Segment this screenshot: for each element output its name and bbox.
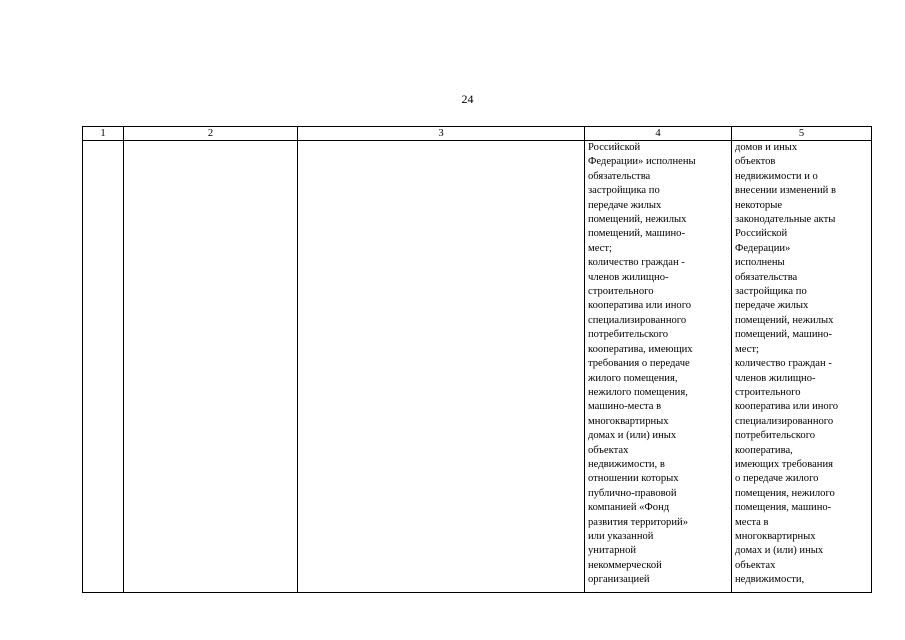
cell-text-line: некоммерческой bbox=[588, 559, 662, 571]
cell-text-line: застройщика по bbox=[588, 185, 660, 197]
cell-text-line: Российской bbox=[588, 142, 641, 153]
cell-text-line: места в bbox=[735, 516, 769, 528]
column-header-3: 3 bbox=[298, 127, 585, 141]
cell-text-line: застройщика по bbox=[735, 286, 807, 298]
cell-text-line: помещений, нежилых bbox=[588, 214, 687, 226]
cell-text-line: кооператива или иного bbox=[588, 300, 692, 312]
cell-text-line: специализированного bbox=[735, 415, 834, 427]
cell-text-line: внесении изменений в bbox=[735, 185, 836, 197]
cell-text-line: имеющих требования bbox=[735, 458, 833, 470]
cell-text-line: о передаче жилого bbox=[735, 473, 819, 485]
cell-text-line: некоторые bbox=[735, 199, 783, 211]
cell-col-5 bbox=[732, 141, 872, 593]
cell-text-line: строительного bbox=[735, 386, 801, 398]
cell-text-line: помещений, машино- bbox=[735, 329, 832, 341]
column-header-4: 4 bbox=[585, 127, 732, 141]
cell-text-line: публично-правовой bbox=[588, 487, 677, 499]
cell-text-line: строительного bbox=[588, 286, 654, 298]
cell-text-line: требования о передаче bbox=[588, 358, 690, 370]
cell-text-line: домах и (или) иных bbox=[735, 545, 824, 557]
table-header-row bbox=[83, 127, 872, 141]
cell-text-line: недвижимости, в bbox=[588, 458, 665, 470]
cell-text-line: обязательства bbox=[735, 271, 798, 283]
cell-text-line: унитарной bbox=[588, 545, 637, 557]
page-number: 24 bbox=[461, 92, 474, 106]
cell-text-line: объектах bbox=[735, 559, 776, 571]
cell-text-line: потребительского bbox=[588, 329, 669, 341]
cell-text-line: специализированного bbox=[588, 314, 687, 326]
cell-text-line: или указанной bbox=[588, 530, 654, 542]
cell-text-line: объектах bbox=[588, 444, 629, 456]
column-header-2: 2 bbox=[124, 127, 298, 141]
cell-text-line: кооператива, bbox=[735, 444, 793, 456]
cell-text-line: потребительского bbox=[735, 430, 816, 442]
cell-text-line: домов и иных bbox=[735, 142, 798, 153]
cell-text-line: домах и (или) иных bbox=[588, 430, 677, 442]
cell-text-line: многоквартирных bbox=[735, 530, 816, 542]
cell-text-line: помещений, нежилых bbox=[735, 314, 834, 326]
cell-text-line: количество граждан - bbox=[588, 257, 685, 269]
cell-col-4 bbox=[585, 141, 732, 593]
cell-text-line: кооператива или иного bbox=[735, 401, 839, 413]
cell-text-line: организацией bbox=[588, 574, 650, 586]
cell-text-line: нежилого помещения, bbox=[588, 386, 688, 398]
table-row bbox=[83, 141, 872, 593]
cell-text-line: членов жилищно- bbox=[588, 271, 669, 283]
cell-text-line: объектов bbox=[735, 156, 776, 168]
column-header-5: 5 bbox=[732, 127, 872, 141]
cell-text-line: недвижимости, bbox=[735, 574, 805, 586]
column-header-1: 1 bbox=[83, 127, 124, 141]
cell-text-line: многоквартирных bbox=[588, 415, 669, 427]
cell-text-line: компанией «Фонд bbox=[588, 502, 670, 514]
cell-text-line: помещений, машино- bbox=[588, 228, 685, 240]
document-table bbox=[82, 126, 872, 593]
cell-text-line: мест; bbox=[588, 242, 612, 254]
cell-text-line: передаче жилых bbox=[735, 300, 809, 312]
cell-text-line: количество граждан - bbox=[735, 358, 832, 370]
cell-text-line: кооператива, имеющих bbox=[588, 343, 693, 355]
cell-col-1 bbox=[83, 141, 124, 593]
cell-col-3 bbox=[298, 141, 585, 593]
cell-text-line: отношении которых bbox=[588, 473, 679, 485]
cell-text-line: мест; bbox=[735, 343, 759, 355]
cell-text-line: передаче жилых bbox=[588, 199, 662, 211]
cell-text-line: недвижимости и о bbox=[735, 170, 818, 182]
cell-text-line: исполнены bbox=[735, 257, 785, 269]
cell-text-line: Российской bbox=[735, 228, 788, 240]
cell-col-5-text bbox=[735, 141, 868, 588]
cell-text-line: жилого помещения, bbox=[588, 372, 678, 384]
cell-text-line: развития территорий» bbox=[588, 516, 688, 528]
cell-col-2 bbox=[124, 141, 298, 593]
cell-text-line: Федерации» bbox=[735, 242, 791, 254]
cell-text-line: обязательства bbox=[588, 170, 651, 182]
cell-text-line: законодательные акты bbox=[735, 214, 836, 226]
cell-text-line: Федерации» исполнены bbox=[588, 156, 696, 168]
cell-text-line: машино-места в bbox=[588, 401, 662, 413]
cell-text-line: членов жилищно- bbox=[735, 372, 816, 384]
cell-text-line: помещения, машино- bbox=[735, 502, 832, 514]
cell-col-4-text bbox=[588, 141, 728, 588]
cell-text-line: помещения, нежилого bbox=[735, 487, 835, 499]
